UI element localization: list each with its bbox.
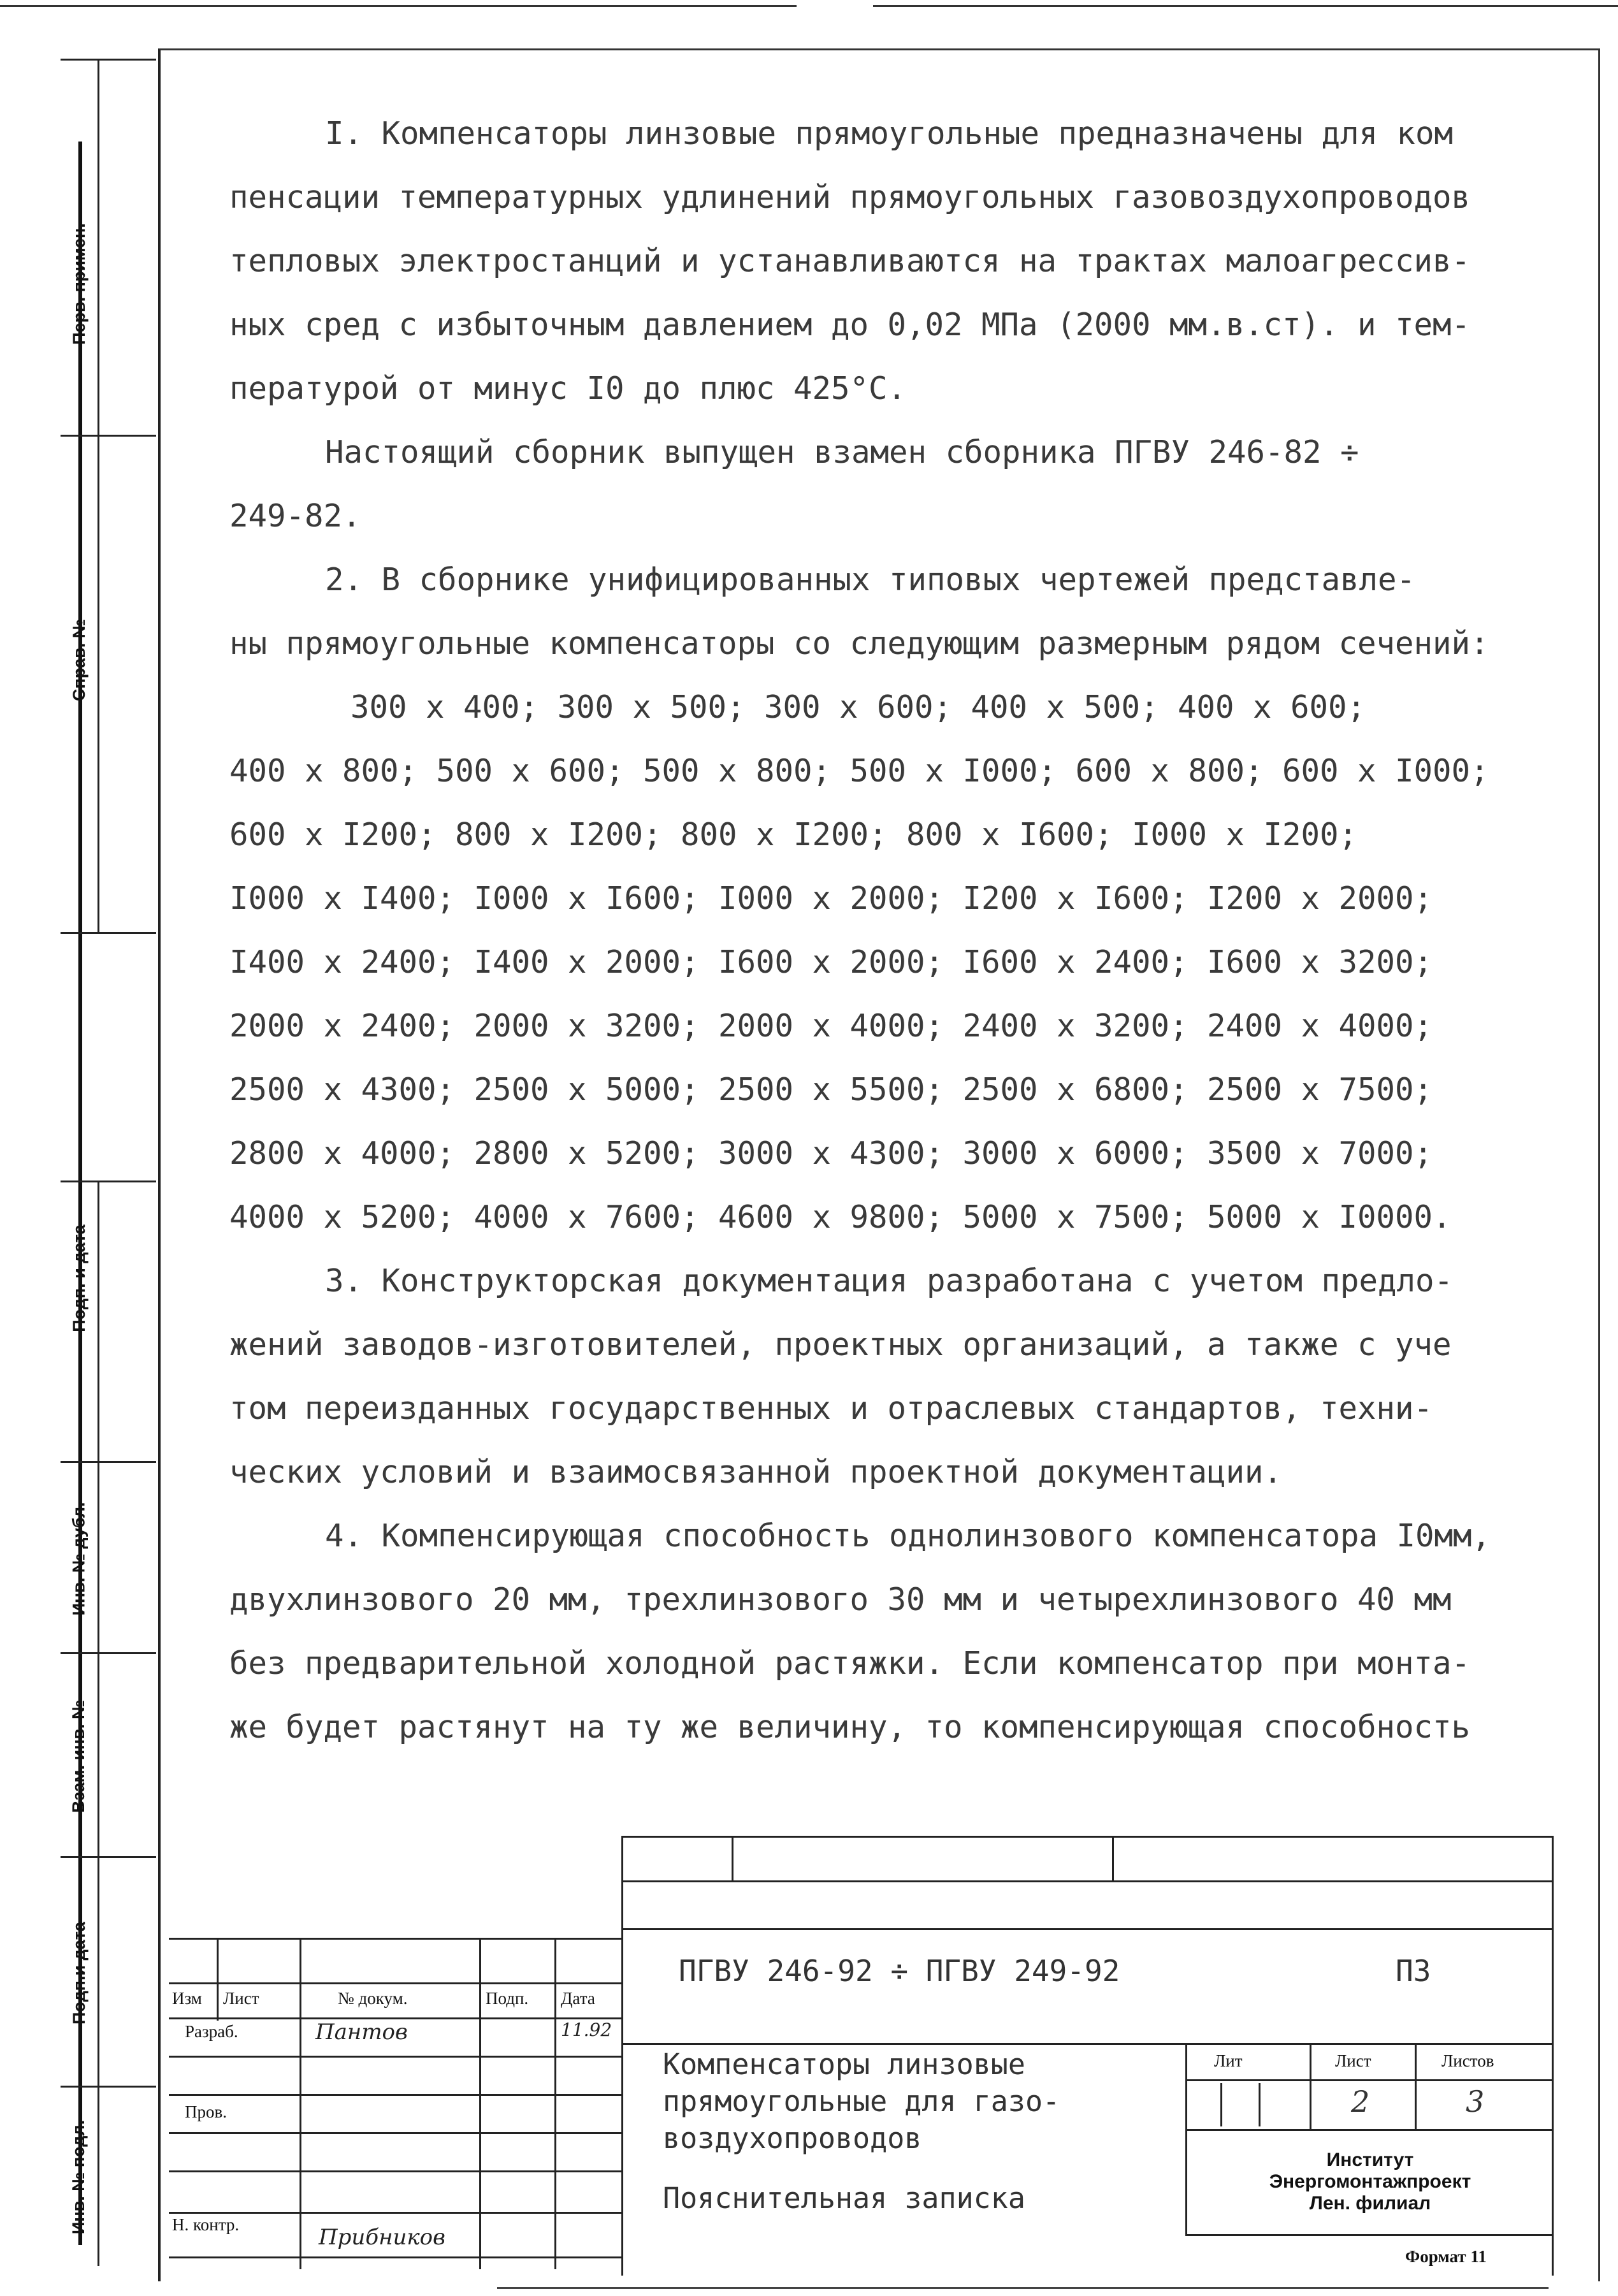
text-line: 2800 х 4000; 2800 х 5200; 3000 х 4300; 3000 х 6000; 3500 х 7000; xyxy=(229,1135,1433,1172)
text-line: 249-82. xyxy=(229,498,361,534)
signature-razrab-date: 11.92 xyxy=(561,2019,612,2040)
text-line: 4000 х 5200; 4000 х 7600; 4600 х 9800; 5000 х 7500; 5000 х I0000. xyxy=(229,1199,1452,1235)
institute-line-3: Лен. филиал xyxy=(1309,2193,1431,2214)
title-line-2: прямоугольные для газо- xyxy=(663,2084,1060,2118)
margin-label-podp-data2: Подп.и дата xyxy=(69,1921,89,2024)
institute-line-1: Институт xyxy=(1326,2149,1414,2170)
top-rule-right xyxy=(873,5,1618,7)
text-line: же будет растянут на ту же величину, то компенсирующая способность xyxy=(229,1709,1471,1745)
hdr-n-dokum: № докум. xyxy=(338,1989,408,2008)
text-line: 400 х 800; 500 х 600; 500 х 800; 500 х I000; 600 х 800; 600 х I000; xyxy=(229,753,1489,789)
value-listov: 3 xyxy=(1466,2084,1485,2119)
value-list: 2 xyxy=(1351,2084,1370,2119)
title-line-4: Пояснительная записка xyxy=(663,2181,1025,2215)
title-line-1: Компенсаторы линзовые xyxy=(663,2047,1025,2081)
margin-cell-blank xyxy=(61,932,156,1182)
hdr-podp: Подп. xyxy=(486,1989,529,2008)
text-line: 2500 х 4300; 2500 х 5000; 2500 х 5500; 2500 х 6800; 2500 х 7500; xyxy=(229,1072,1433,1108)
margin-label-perv-primen: Перв. примен. xyxy=(69,222,89,345)
role-prov: Пров. xyxy=(185,2102,227,2121)
designation: ПГВУ 246-92 ÷ ПГВУ 249-92 xyxy=(679,1954,1120,1988)
text-line: 3. Конструкторская документация разработана с учетом предло- xyxy=(325,1263,1454,1299)
text-line: ны прямоугольные компенсаторы со следующим размерным рядом сечений: xyxy=(229,625,1489,662)
role-razrab: Разраб. xyxy=(185,2022,238,2041)
margin-cell-podp-data xyxy=(61,1181,156,1463)
text-line: жений заводов-изготовителей, проектных организаций, а также с уче xyxy=(229,1326,1452,1363)
col-list: Лист xyxy=(1335,2051,1371,2070)
text-line: 600 х I200; 800 х I200; 800 х I200; 800 х I600; I000 х I200; xyxy=(229,817,1358,853)
hdr-data: Дата xyxy=(561,1989,595,2008)
margin-cell-perv-primen xyxy=(61,59,156,437)
margin-stamp-column xyxy=(61,59,156,2264)
margin-cell-podp-data2 xyxy=(61,1856,156,2088)
text-line: 300 х 400; 300 х 500; 300 х 600; 400 х 500; 400 х 600; xyxy=(350,689,1366,725)
col-lit: Лит xyxy=(1214,2051,1243,2070)
margin-label-inv-dubl: Инв. № дубл. xyxy=(69,1501,89,1616)
doc-code: ПЗ xyxy=(1396,1954,1431,1988)
text-line: 4. Компенсирующая способность однолинзового компенсатора I0мм, xyxy=(325,1518,1491,1554)
signature-razrab-name: Пантов xyxy=(315,2019,408,2045)
format-label: Формат 11 xyxy=(1405,2247,1487,2266)
text-line: без предварительной холодной растяжки. Если компенсатор при монта- xyxy=(229,1645,1471,1682)
margin-cell-inv-podl xyxy=(61,2086,156,2266)
text-line: пенсации температурных удлинений прямоугольных газовоздухопроводов xyxy=(229,179,1471,215)
text-line: том переизданных государственных и отраслевых стандартов, техни- xyxy=(229,1390,1433,1427)
text-line: 2. В сборнике унифицированных типовых чертежей представле- xyxy=(325,562,1416,598)
title-line-3: воздухопроводов xyxy=(663,2121,922,2155)
text-line: ных сред с избыточным давлением до 0,02 МПа (2000 мм.в.ст). и тем- xyxy=(229,307,1471,343)
bottom-rule xyxy=(497,2287,1549,2289)
signature-bottom-name: Прибников xyxy=(319,2225,445,2250)
text-line: тепловых электростанций и устанавливаются на трактах малоагрессив- xyxy=(229,243,1471,279)
col-listov: Листов xyxy=(1441,2051,1494,2070)
role-n-kontr: Н. контр. xyxy=(172,2215,240,2234)
margin-cell-vzam-inv xyxy=(61,1652,156,1858)
institute-line-2: Энергомонтажпроект xyxy=(1269,2171,1471,2192)
margin-label-vzam-inv: Взам. инв. № xyxy=(69,1699,89,1813)
margin-label-inv-podl: Инв. № подл. xyxy=(69,2119,89,2234)
margin-cell-inv-dubl xyxy=(61,1461,156,1654)
text-line: Настоящий сборник выпущен взамен сборника ПГВУ 246-82 ÷ xyxy=(325,434,1359,470)
margin-label-sprav: Справ. № xyxy=(69,618,89,701)
text-line: I. Компенсаторы линзовые прямоугольные предназначены для ком xyxy=(325,115,1454,152)
top-rule-left xyxy=(0,5,797,7)
text-line: I400 х 2400; I400 х 2000; I600 х 2000; I600 х 2400; I600 х 3200; xyxy=(229,944,1433,980)
text-line: ческих условий и взаимосвязанной проектной документации. xyxy=(229,1454,1283,1490)
text-line: двухлинзового 20 мм, трехлинзового 30 мм и четырехлинзового 40 мм xyxy=(229,1581,1452,1618)
margin-cell-sprav xyxy=(61,435,156,934)
explanatory-text xyxy=(229,102,1574,1759)
text-line: 2000 х 2400; 2000 х 3200; 2000 х 4000; 2400 х 3200; 2400 х 4000; xyxy=(229,1008,1433,1044)
margin-label-podp-data: Подп. и дата xyxy=(69,1224,89,1332)
hdr-list: Лист xyxy=(223,1989,259,2008)
hdr-izm: Изм xyxy=(172,1989,202,2008)
text-line: пературой от минус I0 до плюс 425°С. xyxy=(229,370,907,407)
text-line: I000 х I400; I000 х I600; I000 х 2000; I200 х I600; I200 х 2000; xyxy=(229,880,1433,917)
